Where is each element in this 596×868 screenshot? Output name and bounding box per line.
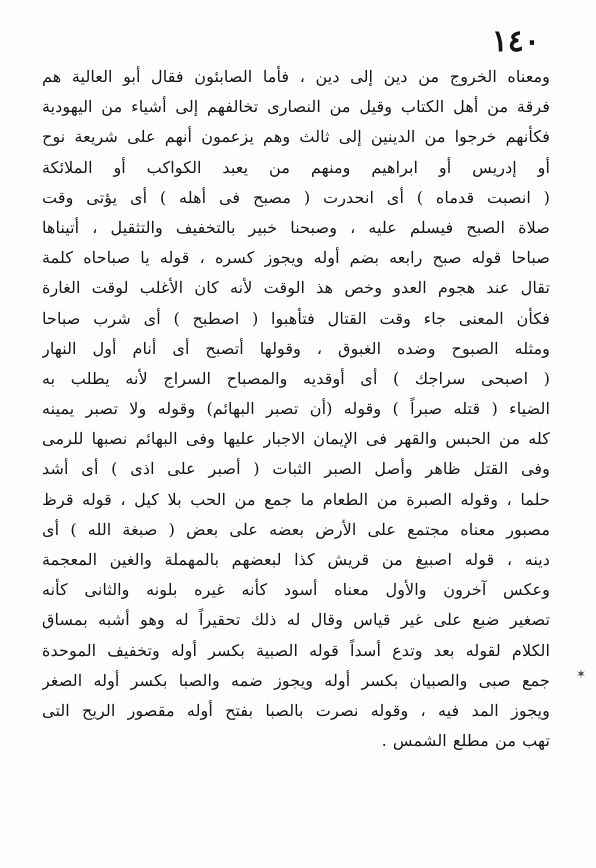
text-line-9: فكأن المعنى جاء وقت القتال فتأهبوا ( اصطبح ) أى شرب صباحا xyxy=(42,308,550,328)
text-line-20: الكلام لقوله بعد وتدع أسداً قوله الصبية بكسر أوله وتخفيف الموحدة xyxy=(42,640,550,660)
text-line-5: ( انصبت قدماه ) أى انحدرت ( مصبح فى أهله ) أى يؤتى وقت xyxy=(42,187,550,207)
text-line-17: دينه ، قوله اصبيغ من قريش كذا لبعضهم بالمهملة والغين المعجمة xyxy=(42,550,550,569)
text-line-23: تهب من مطلع الشمس . xyxy=(381,731,550,751)
page-number: ١٤٠ xyxy=(491,24,540,59)
body-text xyxy=(42,62,550,756)
text-line-13: كله من الحبس والقهر فى الإيمان الاجبار عليها وفى البهائم نصبها للرمى xyxy=(42,429,550,449)
text-line-14: وفى القتل ظاهر وأصل الصبر الثبات ( أصبر على اذى ) أى أشد xyxy=(42,459,550,479)
text-line-19: تصغير ضبع على غير قياس وقال له ذلك تحقيراً له وهو أشبه بمساق xyxy=(42,610,550,630)
text-line-7: صباحا قوله صبح رابعه بضم أوله ويجوز كسره ، قوله يا صباحاه كلمة xyxy=(42,248,550,268)
text-line-1: ومعناه الخروج من دين إلى دين ، فأما الصابئون فقال أبو العالية هم xyxy=(42,67,550,86)
text-line-22: ويجوز المد فيه ، وقوله نصرت بالصبا بفتح أوله مقصور الريح التى xyxy=(42,700,550,720)
text-line-15: حلما ، وقوله الصبرة من الطعام ما جمع من الحب بلا كيل ، قوله قرظ xyxy=(42,489,550,509)
text-line-18: وعكس آخرون والأول معناه أسود كأنه غيره بلونه والثانى كأنه xyxy=(42,580,550,600)
text-line-6: صلاة الصبح فيسلم عليه ، وصبحنا خبير بالتخفيف والتثقيل ، أتيناها xyxy=(42,217,550,237)
text-line-16: مصبور معناه مجتمع على الأرض بعضه على بعض ( صبغة الله ) أى xyxy=(42,519,550,539)
text-line-10: ومثله الصبوح وضده الغبوق ، وقولها أتصبح أى أنام أول النهار xyxy=(42,338,550,358)
text-line-11: ( اصبحى سراجك ) أى أوقديه والمصباح السراج لأنه يطلب به xyxy=(42,368,550,388)
text-line-12: الضياء ( قتله صبراً ) وقوله (أن تصبر البهائم) وقوله ولا تصبر يمينه xyxy=(42,399,550,419)
text-line-2: فرقة من أهل الكتاب وقيل من النصارى تخالفهم إلى أشياء من اليهودية xyxy=(42,97,550,117)
text-line-4: أو إدريس أو ابراهيم ومنهم من يعبد الكواكب أو الملائكة xyxy=(42,157,550,177)
text-line-3: فكأنهم خرجوا من الدينين إلى ثالث وهم يزعمون أنهم على شريعة نوح xyxy=(42,127,550,147)
text-line-8: تقال عند هجوم العدو وخص هذ الوقت لأنه كان الأغلب لوقت الغارة xyxy=(42,278,550,298)
text-line-21: جمع صبى والصبيان بكسر أوله ويجوز ضمه والصبا بكسر أوله الصغر xyxy=(42,670,550,690)
margin-mark-icon: ✶ xyxy=(576,667,587,681)
